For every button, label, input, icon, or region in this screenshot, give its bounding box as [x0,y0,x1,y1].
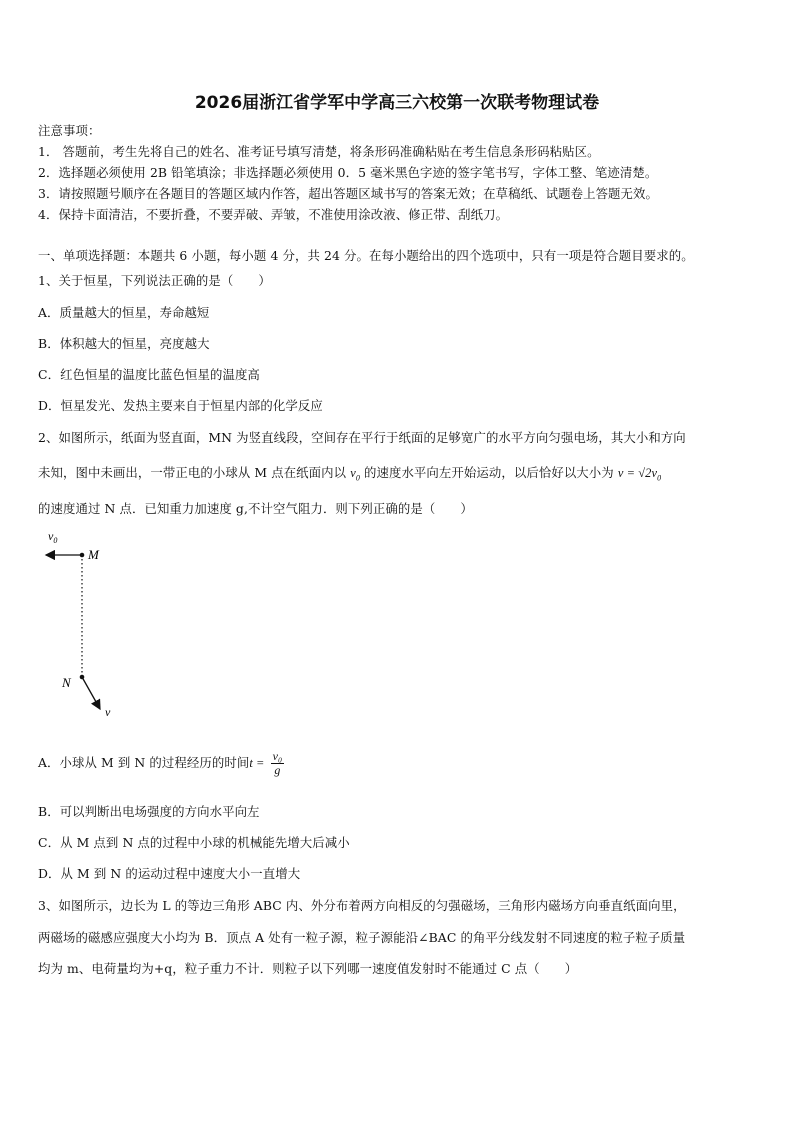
question-2-line-2 [38,463,661,482]
question-1-option-c: C．红色恒星的温度比蓝色恒星的温度高 [38,367,260,382]
figure-label-n: N [62,675,71,690]
question-2-line-2-text-b: 的速度水平向左开始运动，以后恰好以大小为 [363,465,614,480]
figure-label-v0: $v_0$ [48,529,58,545]
figure-label-v: v [105,705,111,719]
section-heading: 一、单项选择题：本题共 6 小题，每小题 4 分，共 24 分。在每小题给出的四个选项中，只有一项是符合题目要求的。 [38,248,694,263]
question-1-option-d: D．恒星发光、发热主要来自于恒星内部的化学反应 [38,398,323,413]
question-3-line-2: 两磁场的磁感应强度大小均为 B．顶点 A 处有一粒子源，粒子源能沿∠BAC 的角平分线发射不同速度的粒子粒子质量 [38,930,686,945]
velocity-expression: $v = √2v_0$ [617,466,662,483]
notice-item-1: 1． 答题前，考生先将自己的姓名、准考证号填写清楚，将条形码准确粘贴在考生信息条形码粘贴区。 [38,144,600,159]
notice-item-4: 4．保持卡面清洁，不要折叠，不要弄破、弄皱，不准使用涂改液、修正带、刮纸刀。 [38,207,509,222]
question-2-line-3: 的速度通过 N 点．已知重力加速度 g,不计空气阻力．则下列正确的是（ ） [38,501,473,516]
question-3-line-1: 3、如图所示，边长为 L 的等边三角形 ABC 内、外分布着两方向相反的匀强磁场，三角形内磁场方向垂直纸面向里， [38,898,686,913]
question-2-option-b: B．可以判断出电场强度的方向水平向左 [38,804,260,819]
question-2-option-c: C．从 M 点到 N 点的过程中小球的机械能先增大后减小 [38,835,350,850]
v0-symbol: $v_0$ [350,466,360,483]
figure-label-m: M [88,547,99,562]
v-arrow [82,677,100,709]
notice-heading: 注意事项： [38,123,101,138]
notice-item-2: 2．选择题必须使用 2B 铅笔填涂；非选择题必须使用 0．5 毫米黑色字迹的签字笔书写，字体工整、笔迹清楚。 [38,165,658,180]
question-2-figure [38,526,148,721]
question-1-option-b: B．体积越大的恒星，亮度越大 [38,336,210,351]
question-2-option-a: A．小球从 M 到 N 的过程经历的时间t = $\frac{\text{v₀}}{g}$ [38,749,283,777]
question-1-option-a: A．质量越大的恒星，寿命越短 [38,305,210,320]
question-2-line-2-text-a: 未知，图中未画出，一带正电的小球从 M 点在纸面内以 [38,465,347,480]
question-3-line-3: 均为 m、电荷量均为+q，粒子重力不计．则粒子以下列哪一速度值发射时不能通过 C 点（ ） [38,961,578,976]
time-fraction: $\frac{\text{v₀}}{g}$ [272,749,283,777]
notice-item-3: 3．请按照题号顺序在各题目的答题区域内作答，超出答题区域书写的答案无效；在草稿纸、试题卷上答题无效。 [38,186,659,201]
exam-title: 2026届浙江省学军中学高三六校第一次联考物理试卷 [194,93,600,113]
question-2-line-1: 2、如图所示，纸面为竖直面，MN 为竖直线段，空间存在平行于纸面的足够宽广的水平方向匀强电场，其大小和方向 [38,430,686,445]
question-2-option-d: D．从 M 到 N 的运动过程中速度大小一直增大 [38,866,301,881]
question-1-stem: 1、关于恒星，下列说法正确的是（ ） [38,273,271,288]
